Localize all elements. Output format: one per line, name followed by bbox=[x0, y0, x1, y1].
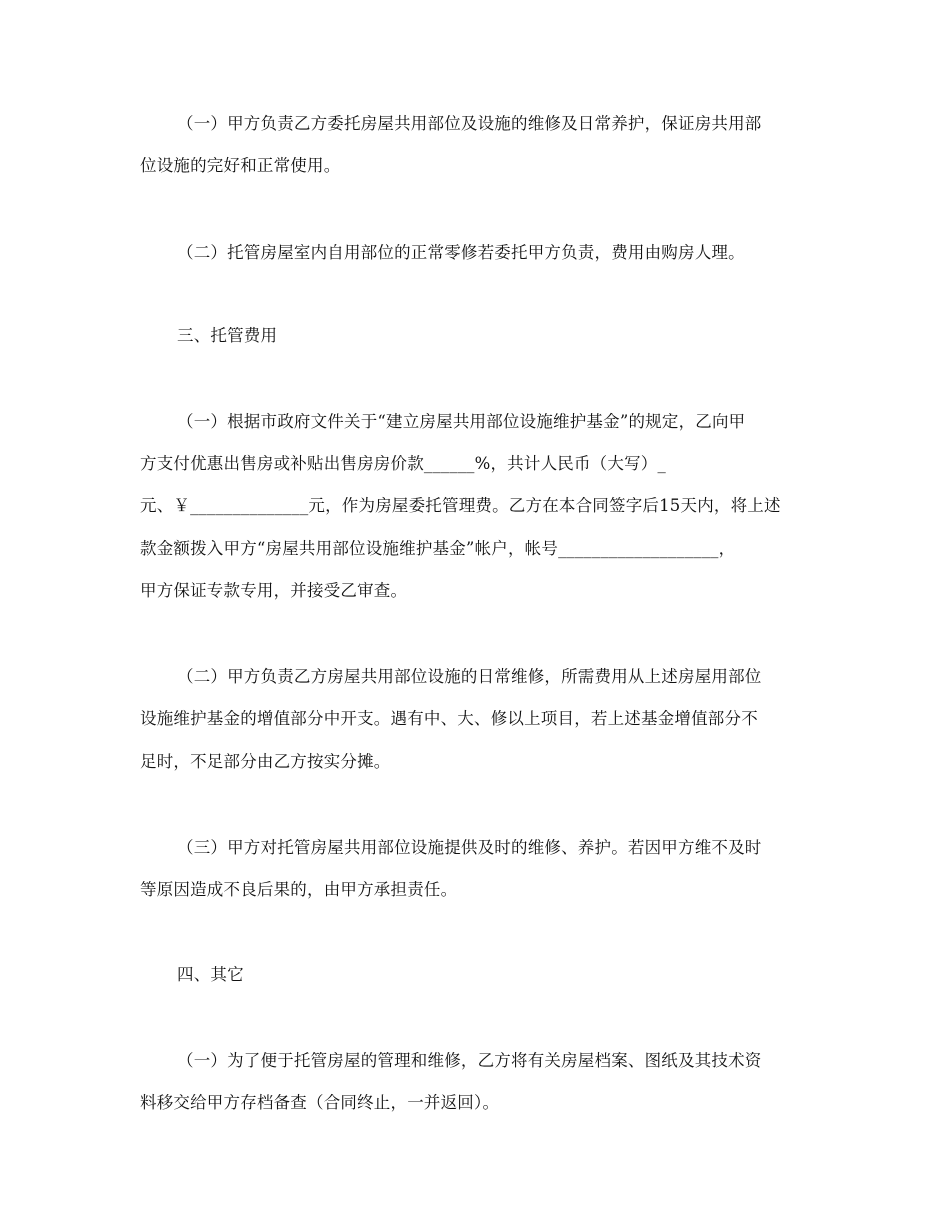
clause-1-1-line-1: （一）甲方负责乙方委托房屋共用部位及设施的维修及日常养护，保证房共用部 bbox=[177, 114, 762, 133]
clause-4-1-line-2: 料移交给甲方存档备查（合同终止，一并返回）。 bbox=[140, 1093, 500, 1112]
clause-3-3-line-2: 等原因造成不良后果的，由甲方承担责任。 bbox=[140, 880, 458, 899]
clause-3-1-line-1: （一）根据市政府文件关于“建立房屋共用部位设施维护基金”的规定，乙向甲 bbox=[177, 412, 746, 431]
clause-3-1-line-4: 款金额拨入甲方“房屋共用部位设施维护基金”帐户，帐号___________________， bbox=[140, 539, 736, 558]
clause-3-2-line-3: 足时，不足部分由乙方按实分摊。 bbox=[140, 752, 391, 771]
section-3-heading: 三、托管费用 bbox=[177, 326, 278, 345]
section-4-heading: 四、其它 bbox=[177, 965, 244, 984]
clause-3-3-line-1: （三）甲方对托管房屋共用部位设施提供及时的维修、养护。若因甲方维不及时 bbox=[177, 838, 762, 857]
clause-3-2-line-2: 设施维护基金的增值部分中开支。遇有中、大、修以上项目，若上述基金增值部分不 bbox=[140, 709, 758, 728]
clause-3-1-line-2: 方支付优惠出售房或补贴出售房房价款______%，共计人民币（大写）_ bbox=[140, 454, 666, 473]
clause-3-1-line-3: 元、￥______________元，作为房屋委托管理费。乙方在本合同签字后15天内，将上述 bbox=[140, 496, 781, 515]
clause-3-2-line-1: （二）甲方负责乙方房屋共用部位设施的日常维修，所需费用从上述房屋用部位 bbox=[177, 667, 762, 686]
clause-4-1-line-1: （一）为了便于托管房屋的管理和维修，乙方将有关房屋档案、图纸及其技术资 bbox=[177, 1051, 762, 1070]
clause-3-1-line-5: 甲方保证专款专用，并接受乙审查。 bbox=[140, 581, 408, 600]
clause-1-1-line-2: 位设施的完好和正常使用。 bbox=[140, 156, 341, 175]
clause-1-2-line-1: （二）托管房屋室内自用部位的正常零修若委托甲方负责，费用由购房人理。 bbox=[177, 243, 745, 262]
